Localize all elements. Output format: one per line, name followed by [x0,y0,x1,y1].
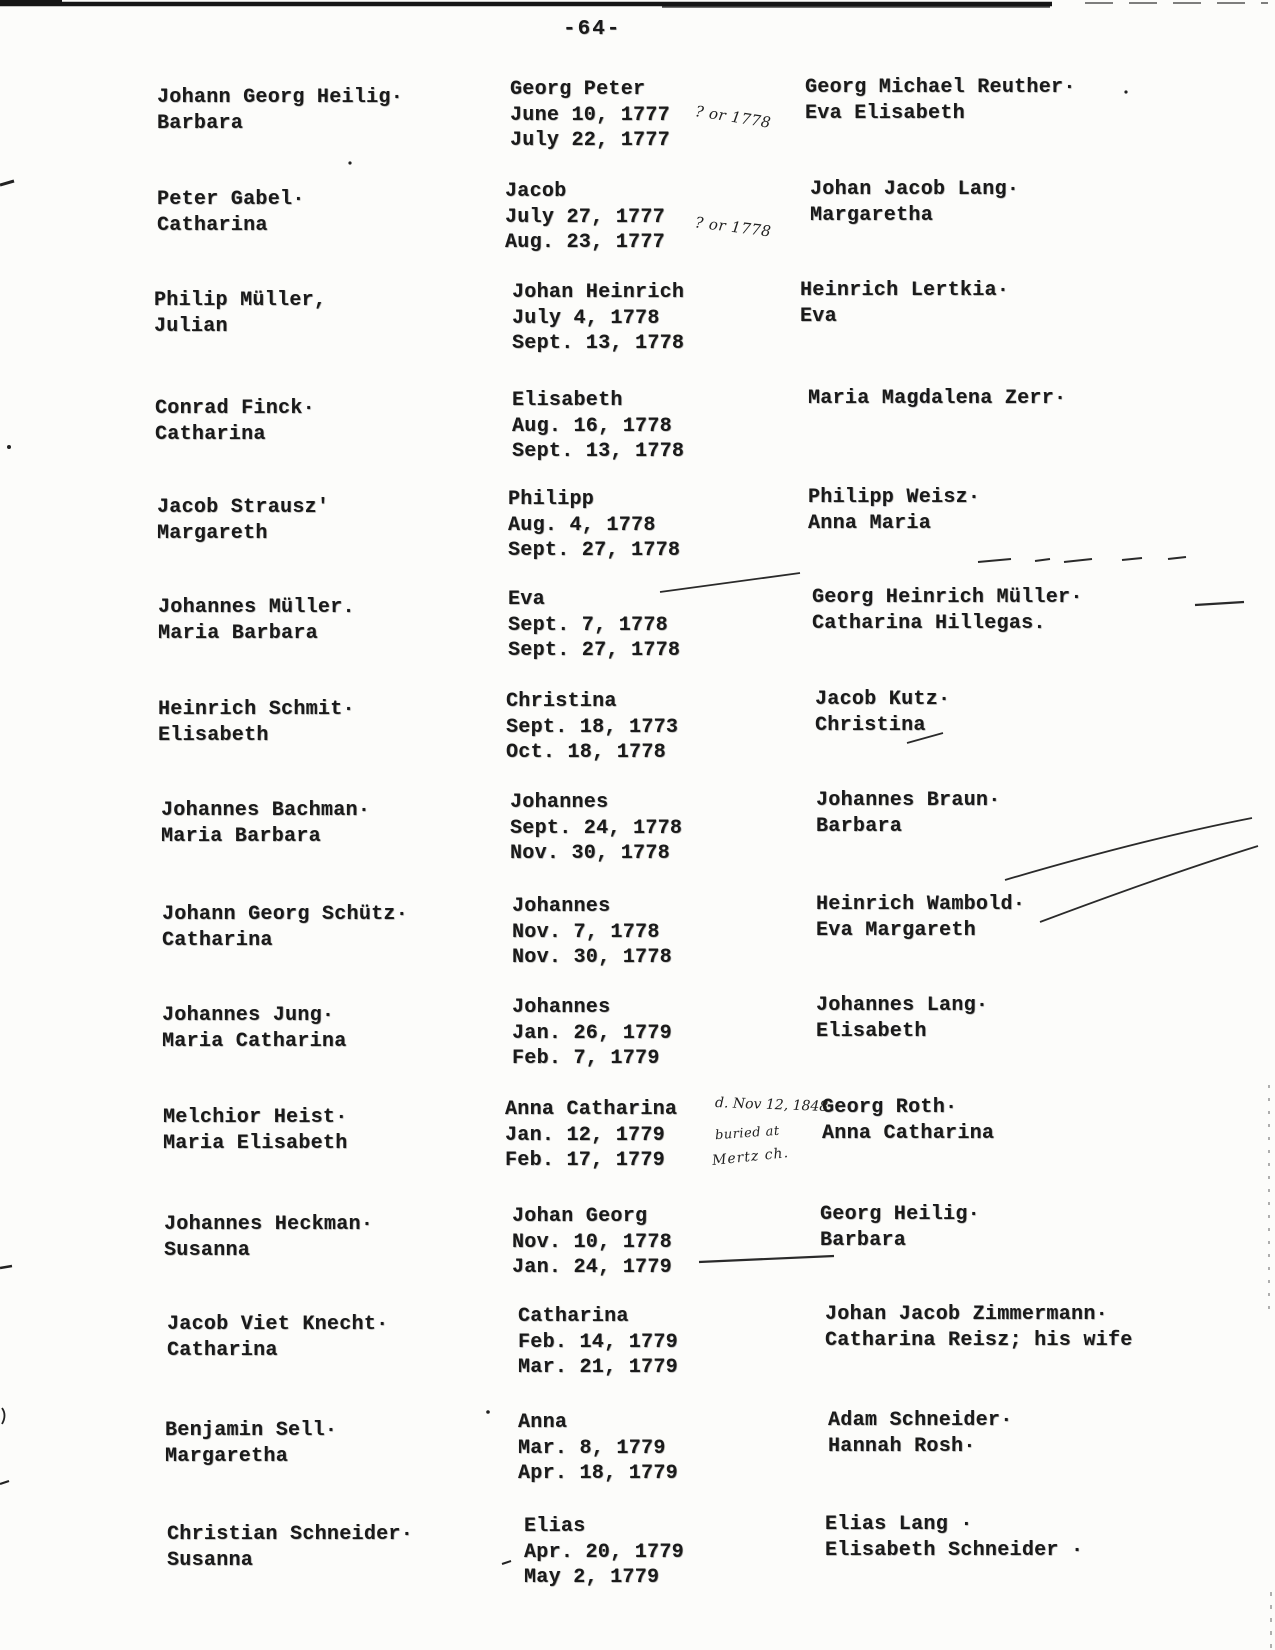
sponsor-name: Johannes Braun· [816,789,1001,812]
baptism-date: Feb. 17, 1779 [505,1149,665,1172]
child-name: Eva [508,588,545,611]
sponsor-name: Eva Margareth [816,918,976,942]
sponsor-name: Adam Schneider· [828,1409,1013,1432]
child-and-dates [512,1204,672,1281]
parent-name: Johannes Bachman· [161,799,371,822]
parent-name: Jacob Strausz' [157,496,330,519]
baptism-date: Aug. 23, 1777 [505,231,665,254]
birth-date: Apr. 20, 1779 [524,1540,684,1564]
sponsor-name: Maria Magdalena Zerr· [808,387,1067,410]
birth-date: Aug. 16, 1778 [512,414,672,438]
baptism-date: Mar. 21, 1779 [518,1356,678,1379]
child-name: Elias [524,1515,586,1538]
sponsor-name: Philipp Weisz· [808,486,981,509]
parents-names [157,85,403,136]
parent-name: Melchior Heist· [163,1106,348,1129]
parents-names [157,187,305,238]
baptism-date: May 2, 1779 [524,1566,660,1589]
parent-name: Johann Georg Heilig· [157,86,404,109]
birth-date: July 27, 1777 [505,205,665,229]
parent-name: Susanna [167,1548,254,1572]
sponsor-names [816,788,1001,839]
sponsor-names [815,687,950,738]
parents-names [154,288,326,339]
parents-names [164,1212,373,1263]
parents-names [163,1105,348,1156]
birth-date: Nov. 7, 1778 [512,920,660,944]
baptism-date: Sept. 13, 1778 [512,332,685,355]
birth-date: Aug. 4, 1778 [508,513,656,537]
parent-name: Catharina [155,422,266,446]
parent-name: Benjamin Sell· [165,1419,338,1442]
baptism-date: Sept. 13, 1778 [512,440,685,463]
parents-names [165,1418,337,1469]
baptism-date: July 22, 1777 [510,129,670,152]
birth-date: Jan. 12, 1779 [505,1123,665,1147]
parent-name: Barbara [157,111,244,135]
sponsor-name: Eva Elisabeth [805,101,965,125]
child-and-dates [510,790,682,867]
parents-names [162,1003,347,1054]
baptism-date: Sept. 27, 1778 [508,639,681,662]
parent-name: Peter Gabel· [157,188,305,211]
sponsor-name: Johan Jacob Zimmermann· [825,1303,1108,1326]
parent-name: Elisabeth [158,723,269,747]
baptism-date: Jan. 24, 1779 [512,1256,672,1279]
parent-name: Maria Barbara [158,621,318,645]
parents-names [157,495,329,546]
handwritten-annotation: d. Nov 12, 1848 [714,1095,829,1115]
handwritten-annotation: ? or 1778 [694,102,773,132]
child-and-dates [512,388,684,465]
parent-name: Johann Georg Schütz· [162,903,409,926]
sponsor-name: Catharina Reisz; his wife [825,1328,1133,1352]
child-and-dates [508,487,680,564]
birth-date: Nov. 10, 1778 [512,1230,672,1254]
parents-names [158,595,355,646]
sponsor-names [816,892,1025,943]
parent-name: Maria Barbara [161,824,321,848]
child-name: Georg Peter [510,78,646,101]
parent-name: Heinrich Schmit· [158,698,355,721]
sponsor-names [816,993,988,1044]
child-and-dates [505,1095,829,1174]
birth-date: Feb. 14, 1779 [518,1330,678,1354]
parent-name: Johannes Jung· [162,1004,335,1027]
parent-name: Julian [154,314,228,338]
child-name: Johannes [512,996,611,1019]
baptism-date: Apr. 18, 1779 [518,1462,678,1485]
sponsor-name: Elisabeth Schneider · [825,1538,1084,1562]
sponsor-names [810,177,1019,228]
sponsor-name: Jacob Kutz· [815,688,951,711]
parent-name: Margaretha [165,1444,289,1468]
parents-names [167,1312,388,1363]
handwritten-annotation: Mertz ch. [711,1145,790,1169]
sponsor-names [822,1095,994,1146]
child-and-dates [512,995,672,1072]
parents-names [161,798,370,849]
child-and-dates [508,587,680,664]
sponsor-names [808,485,980,536]
handwritten-annotation: buried at [714,1123,781,1144]
child-and-dates [518,1410,678,1487]
sponsor-name: Anna Maria [808,511,932,535]
sponsor-name: Barbara [820,1228,907,1252]
parent-name: Susanna [164,1238,251,1262]
sponsor-name: Catharina Hillegas. [812,611,1046,635]
parent-name: Catharina [162,928,273,952]
child-name: Jacob [505,180,567,203]
child-name: Anna [518,1411,568,1434]
child-name: Elisabeth [512,389,623,412]
birth-date: Mar. 8, 1779 [518,1436,666,1460]
parents-names [158,697,355,748]
parent-name: Catharina [167,1338,278,1362]
scan-artifact-top-edge [0,2,1268,6]
sponsor-name: Georg Roth· [822,1096,958,1119]
birth-date: Jan. 26, 1779 [512,1021,672,1045]
child-name: Johannes [510,791,609,814]
child-name: Anna Catharina [505,1098,678,1121]
sponsor-name: Margaretha [810,203,934,227]
baptism-date: Nov. 30, 1778 [510,842,670,865]
baptism-date: Nov. 30, 1778 [512,946,672,969]
sponsor-name: Elisabeth [816,1019,927,1043]
sponsor-name: Georg Heinrich Müller· [812,586,1083,609]
sponsor-name: Georg Michael Reuther· [805,76,1076,99]
sponsor-names [828,1408,1013,1459]
sponsor-name: Heinrich Lertkia· [800,279,1010,302]
sponsor-names [820,1202,980,1253]
baptism-records-list [0,76,1275,1650]
baptism-date: Sept. 27, 1778 [508,539,681,562]
handwritten-annotation: ? or 1778 [694,213,773,241]
parent-name: Catharina [157,213,268,237]
parent-name: Philip Müller, [154,289,327,312]
parent-name: Christian Schneider· [167,1523,414,1546]
sponsor-names [825,1302,1133,1353]
birth-date: Sept. 24, 1778 [510,816,683,840]
birth-date: Sept. 18, 1773 [506,715,679,739]
sponsor-names [800,278,1009,329]
parent-name: Margareth [157,521,268,545]
sponsor-names [805,75,1076,126]
sponsor-names [808,386,1066,412]
parents-names [167,1522,413,1573]
parent-name: Johannes Heckman· [164,1213,374,1236]
child-name: Johannes [512,895,611,918]
child-and-dates [518,1304,678,1381]
sponsor-name: Hannah Rosh· [828,1434,976,1458]
child-name: Catharina [518,1305,629,1328]
child-and-dates [505,179,773,256]
sponsor-names [825,1512,1083,1563]
sponsor-name: Georg Heilig· [820,1203,980,1226]
parent-name: Jacob Viet Knecht· [167,1313,389,1336]
sponsor-name: Elias Lang · [825,1513,973,1536]
sponsor-name: Eva [800,304,837,328]
sponsor-name: Johannes Lang· [816,994,989,1017]
child-name: Christina [506,690,617,713]
parent-name: Johannes Müller. [158,596,355,619]
child-and-dates [512,280,684,357]
parent-name: Maria Catharina [162,1029,347,1053]
child-name: Philipp [508,488,595,511]
child-and-dates [510,77,773,154]
child-and-dates [524,1514,684,1591]
parents-names [162,902,408,953]
birth-date: July 4, 1778 [512,306,660,330]
sponsor-name: Christina [815,713,926,737]
child-name: Johan Georg [512,1205,648,1228]
birth-date: June 10, 1777 [510,103,670,127]
sponsor-name: Anna Catharina [822,1121,995,1145]
birth-date: Sept. 7, 1778 [508,613,668,637]
parent-name: Maria Elisabeth [163,1131,348,1155]
parent-name: Conrad Finck· [155,397,315,420]
child-and-dates [506,689,678,766]
parents-names [155,396,315,447]
baptism-date: Oct. 18, 1778 [506,741,666,764]
child-name: Johan Heinrich [512,281,685,304]
page-number: -64- [563,18,622,41]
sponsor-name: Johan Jacob Lang· [810,178,1020,201]
sponsor-names [812,585,1083,636]
child-and-dates [512,894,672,971]
baptism-date: Feb. 7, 1779 [512,1047,660,1070]
sponsor-name: Heinrich Wambold· [816,893,1026,916]
sponsor-name: Barbara [816,814,903,838]
